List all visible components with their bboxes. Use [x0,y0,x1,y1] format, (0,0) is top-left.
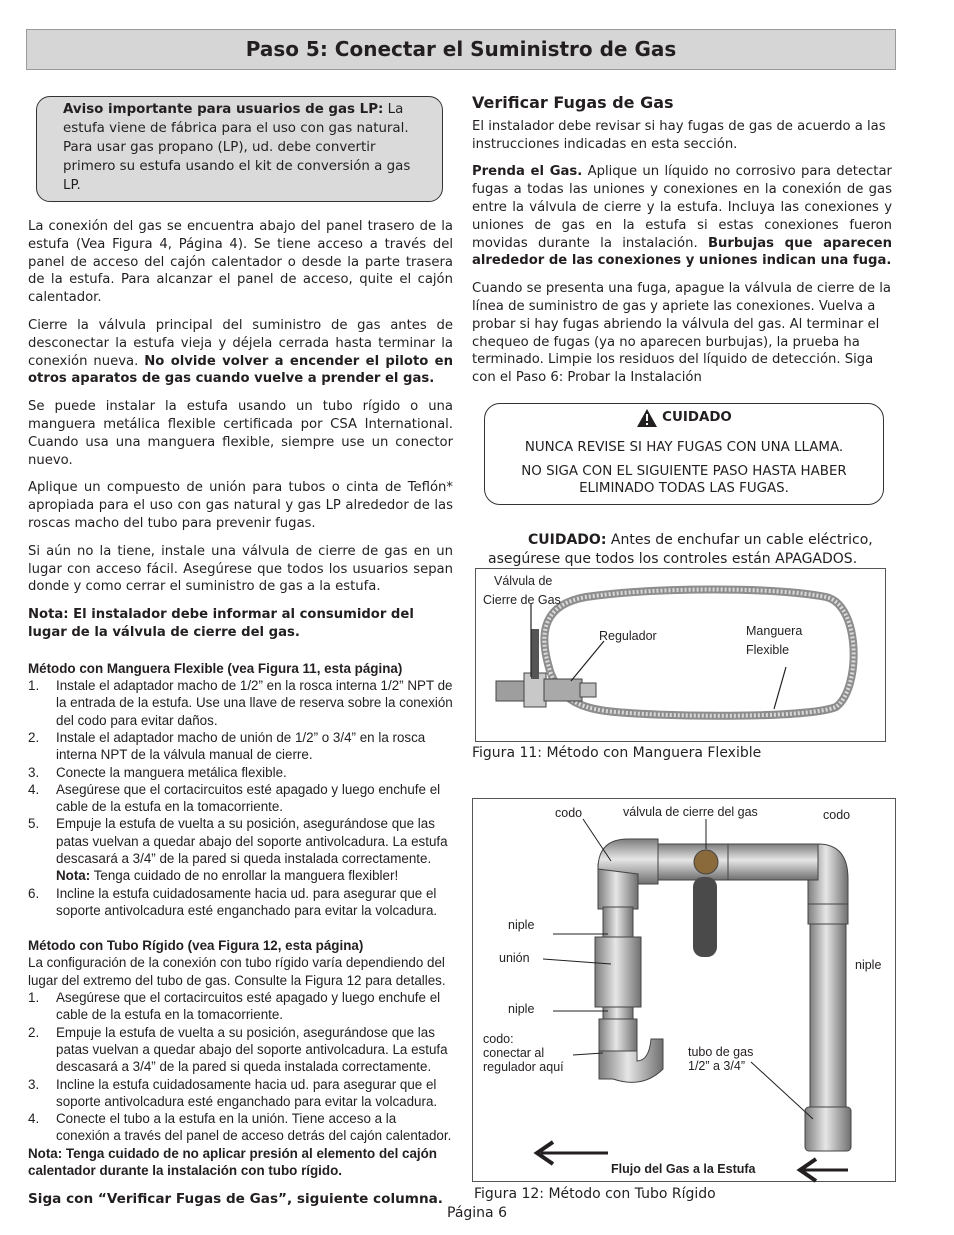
list-item: 1. Asegúrese que el cortacircuitos esté apagado y luego enchufe el cable de la estufa en la tomacorriente. [28,990,441,1023]
label-elbow-connect-2: conectar al [483,1046,545,1060]
continue-note: Siga con “Verificar Fugas de Gas”, siguiente columna. [28,1191,443,1208]
lp-notice-text: La estufa viene de fábrica para el uso con gas natural. Para usar gas propano (LP), ud. debe convertir primero su estufa usando el kit de conversión a gas LP. [63,102,411,193]
left-column [28,96,453,1209]
right-column [472,94,892,569]
flex-hose-title: Método con Manguera Flexible (vea Figura 11, esta página) [28,660,403,676]
figure-11-flex-hose [475,568,886,742]
figure-11-caption: Figura 11: Método con Manguera Flexible [472,745,762,761]
rigid-pipe-illustration [473,799,897,1183]
label-elbow-connect-3: regulador aquí [483,1060,564,1074]
label-gas-flow: Flujo del Gas a la Estufa [611,1162,756,1176]
list-item: 1. Instale el adaptador macho de 1/2” en la rosca interna 1/2” NPT de la entrada de la estufa. Use una llave de reserva sobre la conexión del codo para evitar daños. [28,678,453,728]
leak-check-title: Verificar Fugas de Gas [472,93,674,112]
label-shutoff-valve: válvula de cierre del gas [623,805,758,819]
note-rigid: Nota: Tenga cuidado de no aplicar presión al elemento del cajón calentador durante la instalación con tubo rígido. [28,1145,437,1179]
leak-check-procedure: Prenda el Gas. Aplique un líquido no corrosivo para detectar fugas a todas las uniones y conexiones en la conexión de gas entre la válvula de cierre y la estufa. Incluya las conexiones y uniones de gas en la estufa si estas conexiones fueron movidas durante la instalación. Burbujas que aparecen alrededor de las conexiones y uniones indican una fuga. [472,164,892,269]
lp-notice [36,96,443,202]
list-item: 2. Instale el adaptador macho de unión de 1/2” o 3/4” en la rosca interna NPT de la válvula manual de cierre. [28,729,426,763]
lp-notice-heading: Aviso importante para usuarios de gas LP: [63,102,384,117]
caution-line-1: NUNCA REVISE SI HAY FUGAS CON UNA LLAMA. [524,440,844,456]
label-valve-line2: Cierre de Gas [483,593,561,607]
warning-icon [636,408,658,428]
rigid-pipe-title: Método con Tubo Rígido (vea Figura 12, esta página) [28,938,364,954]
label-elbow-left: codo [555,806,583,820]
label-elbow-connect-1: codo: [483,1032,514,1046]
caution-box [484,403,884,505]
electrical-caution: CUIDADO: Antes de enchufar un cable eléctrico, asegúrese que todos los controles están APAGADOS. [488,531,873,567]
paragraph-compound: Aplique un compuesto de unión para tubos o cinta de Teflón* apropiada para el uso con gas natural y gas LP alrededor de las roscas macho del tubo para prevenir fugas. [28,480,453,531]
label-gas-pipe-1: tubo de gas [688,1045,754,1059]
label-gas-pipe-2: 1/2” a 3/4” [688,1059,745,1073]
list-item: 3. Conecte la manguera metálica flexible. [28,764,287,780]
paragraph-install-options: Se puede instalar la estufa usando un tubo rígido o una manguera metálica flexible certificada por CSA International. Cuando usa una manguera flexible, siempre use un conector nuevo. [28,399,453,468]
label-nipple-right: niple [855,958,882,972]
flex-hose-section [28,660,453,919]
list-item: 4. Conecte el tubo a la estufa en la unión. Tiene acceso a la conexión a través del panel de acceso detrás del cajón calentador. [28,1111,452,1144]
leak-check-fix: Cuando se presenta una fuga, apague la válvula de cierre de la línea de suministro de gas y apriete las conexiones. Vuelva a probar si hay fugas abriendo la válvula del gas. Al terminar el chequeo de fugas (ya no aparecen burbujas), la prueba ha terminado. Limpie los residuos del líquido de detección. Siga con el Paso 6: Probar la Instalación [472,281,891,386]
figure-12-rigid-pipe [472,798,896,1182]
page-number: Página 6 [447,1205,507,1221]
leak-check-intro: El instalador debe revisar si hay fugas de gas de acuerdo a las instrucciones indicadas en esta sección. [472,118,886,152]
caution-heading: CUIDADO [636,408,732,428]
list-item: 3. Incline la estufa cuidadosamente hacia ud. para asegurar que el soporte antivolcadura esté enganchado para evitar la volcadura. [28,1076,438,1109]
rigid-pipe-section [28,937,453,1179]
paragraph-shutoff-valve: Si aún no la tiene, instale una válvula de cierre de gas en un lugar con acceso fácil. Asegúrese que todos los usuarios sepan donde y como cerrar el suministro de gas a la estufa. [28,543,453,595]
figure-12-caption: Figura 12: Método con Tubo Rígido [474,1186,716,1202]
flex-hose-illustration [476,569,887,743]
paragraph-close-valve: Cierre la válvula principal del suministro de gas antes de desconectar la estufa vieja y déjela cerrada hasta terminar la conexión nueva. No olvide volver a encender el piloto en otros aparatos de gas cuando vuelve a prender el gas. [28,317,453,387]
label-nipple-top: niple [508,918,535,932]
label-elbow-right: codo [823,808,851,822]
note-installer: Nota: El instalador debe informar al consumidor del lugar de la válvula de cierre del gas. [28,607,414,640]
label-valve-line1: Válvula de [494,574,553,588]
label-union: unión [499,951,530,965]
label-hose-line2: Flexible [746,643,790,657]
flex-hose-steps [28,677,453,919]
label-hose-line1: Manguera [746,624,803,638]
label-regulator: Regulador [599,629,657,643]
paragraph-connection: La conexión del gas se encuentra abajo del panel trasero de la estufa (Vea Figura 4, Página 4). Se tiene acceso a través del panel de acceso del cajón calentador o desde la parte trasera de la estufa. Para alcanzar el panel de acceso, quite el cajón calentador. [28,219,453,306]
page-header [26,29,896,70]
list-item: 2. Empuje la estufa de vuelta a su posición, asegurándose que las patas vuelvan a quedar abajo del soporte antivolcadura. La estufa descasará a 3/4” de la pared si queda instalada correctamente. [28,1024,448,1075]
caution-line-2: NO SIGA CON EL SIGUIENTE PASO HASTA HABER ELIMINADO TODAS LAS FUGAS. [521,463,847,497]
rigid-pipe-intro: La configuración de la conexión con tubo rígido varía dependiendo del lugar del extremo del tubo de gas. Consulte la Figura 12 para detalles. [28,955,446,988]
label-nipple-bottom: niple [508,1002,535,1016]
list-item: 5. Empuje la estufa de vuelta a su posición, asegurándose que las patas vuelvan a quedar abajo del soporte antivolcadura. La estufa descasará a 3/4” de la pared si queda instalada correctamente. Nota: Tenga cuidado de no enrollar la manguera flexibler! [28,816,448,884]
rigid-pipe-steps [28,989,453,1145]
page-title: Paso 5: Conectar el Suministro de Gas [245,37,677,61]
list-item: 6. Incline la estufa cuidadosamente hacia ud. para asegurar que el soporte antivolcadura esté enganchado para evitar la volcadura. [28,885,438,918]
list-item: 4. Asegúrese que el cortacircuitos esté apagado y luego enchufe el cable de la estufa en la tomacorriente. [28,781,441,815]
